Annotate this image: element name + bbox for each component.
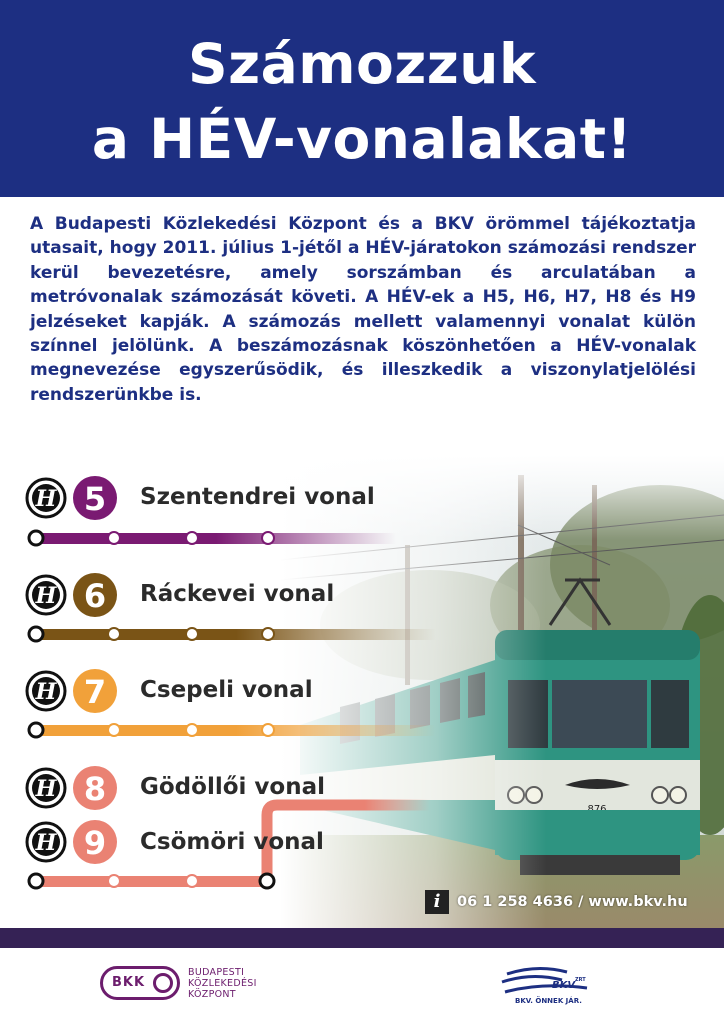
line-number-h6: 6 bbox=[83, 577, 107, 615]
line-h9-station bbox=[108, 875, 120, 887]
line-h7-terminus-dot bbox=[29, 723, 43, 737]
bkv-slogan: BKV. ÖNNEK JÁR. bbox=[515, 997, 582, 1005]
h-symbol-icon: H bbox=[35, 830, 57, 856]
contact-text[interactable]: 06 1 258 4636 / www.bkv.hu bbox=[457, 894, 688, 910]
line-h5-station bbox=[186, 532, 198, 544]
line-number-h5: 5 bbox=[83, 480, 107, 518]
badge-h9 bbox=[27, 820, 117, 864]
h-symbol-icon: H bbox=[35, 486, 57, 512]
bkk-pill bbox=[100, 966, 180, 1000]
line-name-h8: Gödöllői vonal bbox=[140, 774, 325, 800]
intro-paragraph: A Budapesti Közlekedési Központ és a BKV örömmel tájékoztatja utasait, hogy 2011. július 1-jétől a HÉV-járatokon számozási rendszer kerül bevezetésre, amely sorszámban és arculatában a metróvonalak számozását követi. A HÉV-ek a H5, H6, H7, H8 és H9 jelzéseket kapják. A számozás mellett valamennyi vonalat külön színnel jelölünk. A beszámozásnak köszönhetően a HÉV-vonalak megnevezése egyszerűsödik, és illeszkedik a viszonylatjelölési rendszerünkbe is. bbox=[30, 214, 696, 405]
page-title-line2: a HÉV-vonalakat! bbox=[91, 107, 633, 171]
line-number-h7: 7 bbox=[83, 673, 107, 711]
bkk-short: BKK bbox=[112, 975, 146, 990]
footer-band bbox=[0, 928, 724, 948]
bkk-full-name bbox=[188, 967, 257, 1000]
line-h8-junction-dot bbox=[260, 874, 274, 888]
badge-h5 bbox=[27, 476, 117, 520]
line-name-h9: Csömöri vonal bbox=[140, 829, 324, 855]
bkk-name-line2: KÖZLEKEDÉSI bbox=[188, 977, 257, 989]
line-h5-terminus-dot bbox=[29, 531, 43, 545]
badge-h7 bbox=[27, 669, 117, 713]
line-h7-track bbox=[36, 725, 436, 736]
line-number-h9: 9 bbox=[83, 824, 107, 862]
h-symbol-icon: H bbox=[35, 583, 57, 609]
info-icon: i bbox=[425, 890, 449, 914]
line-h5-station bbox=[108, 532, 120, 544]
line-h9-station bbox=[186, 875, 198, 887]
contact-info bbox=[425, 889, 688, 915]
badge-h6 bbox=[27, 573, 117, 617]
badge-h8 bbox=[27, 766, 117, 810]
line-name-h6: Ráckevei vonal bbox=[140, 581, 335, 607]
bkk-circle-icon bbox=[153, 973, 173, 993]
bkk-name-line1: BUDAPESTI bbox=[188, 966, 245, 978]
line-h6-station bbox=[186, 628, 198, 640]
line-h5-track bbox=[36, 533, 396, 544]
line-h6-station bbox=[108, 628, 120, 640]
line-name-h5: Szentendrei vonal bbox=[140, 484, 375, 510]
line-number-h8: 8 bbox=[83, 770, 107, 808]
bkv-short: BKV bbox=[552, 980, 576, 991]
line-name-h7: Csepeli vonal bbox=[140, 677, 313, 703]
h-symbol-icon: H bbox=[35, 776, 57, 802]
bkv-logo bbox=[497, 964, 597, 1014]
bkk-name-line3: KÖZPONT bbox=[188, 988, 236, 1000]
line-h6-terminus-dot bbox=[29, 627, 43, 641]
line-h7-station bbox=[262, 724, 274, 736]
bkv-zrt: ZRT bbox=[575, 977, 586, 983]
line-h5-station bbox=[262, 532, 274, 544]
line-h9-terminus-dot bbox=[29, 874, 43, 888]
line-h6-track bbox=[36, 629, 436, 640]
bkv-swoosh-icon bbox=[507, 968, 567, 974]
line-h7-station bbox=[108, 724, 120, 736]
bkk-logo bbox=[100, 966, 257, 1000]
page-title-line1: Számozzuk bbox=[187, 32, 537, 96]
line-h7-station bbox=[186, 724, 198, 736]
line-h6-station bbox=[262, 628, 274, 640]
h-symbol-icon: H bbox=[35, 679, 57, 705]
line-h9-track bbox=[36, 876, 272, 887]
